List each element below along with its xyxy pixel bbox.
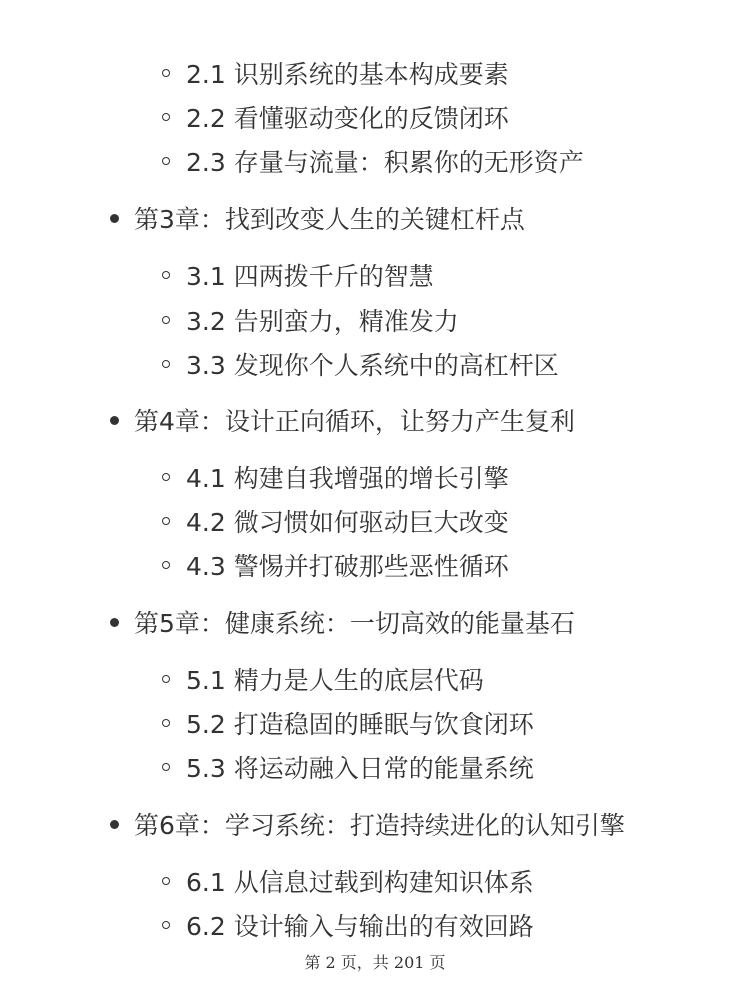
toc-subitem-text: 4.3 警惕并打破那些恶性循环 xyxy=(186,552,509,581)
hollow-bullet-icon xyxy=(162,675,170,683)
toc-subitem xyxy=(162,503,509,539)
hollow-bullet-icon xyxy=(162,360,170,368)
toc-subitem-text: 3.3 发现你个人系统中的高杠杆区 xyxy=(186,351,559,380)
solid-bullet-icon xyxy=(110,820,119,829)
toc-subitem xyxy=(162,459,509,495)
solid-bullet-icon xyxy=(110,618,119,627)
toc-subitem xyxy=(162,143,584,179)
toc-subitem xyxy=(162,661,484,697)
hollow-bullet-icon xyxy=(162,517,170,525)
toc-subitem-text: 4.2 微习惯如何驱动巨大改变 xyxy=(186,508,509,537)
hollow-bullet-icon xyxy=(162,719,170,727)
hollow-bullet-icon xyxy=(162,763,170,771)
toc-chapter-text: 第4章：设计正向循环，让努力产生复利 xyxy=(134,407,575,436)
solid-bullet-icon xyxy=(110,416,119,425)
hollow-bullet-icon xyxy=(162,921,170,929)
toc-subitem-text: 3.2 告别蛮力，精准发力 xyxy=(186,307,459,336)
toc-chapter xyxy=(110,806,625,842)
toc-chapter xyxy=(110,402,575,438)
toc-chapter xyxy=(110,200,525,236)
toc-subitem-text: 4.1 构建自我增强的增长引擎 xyxy=(186,464,509,493)
toc-subitem xyxy=(162,346,559,382)
toc-chapter xyxy=(110,604,575,640)
toc-subitem-text: 2.3 存量与流量：积累你的无形资产 xyxy=(186,148,584,177)
toc-subitem xyxy=(162,302,459,338)
toc-subitem xyxy=(162,257,434,293)
toc-subitem-text: 5.3 将运动融入日常的能量系统 xyxy=(186,754,534,783)
hollow-bullet-icon xyxy=(162,877,170,885)
hollow-bullet-icon xyxy=(162,69,170,77)
hollow-bullet-icon xyxy=(162,561,170,569)
solid-bullet-icon xyxy=(110,214,119,223)
toc-subitem-text: 3.1 四两拨千斤的智慧 xyxy=(186,262,434,291)
toc-subitem xyxy=(162,749,534,785)
hollow-bullet-icon xyxy=(162,157,170,165)
page-footer: 第 2 页，共 201 页 xyxy=(304,953,446,972)
toc-subitem xyxy=(162,863,534,899)
toc-subitem xyxy=(162,907,534,943)
toc-subitem-text: 6.2 设计输入与输出的有效回路 xyxy=(186,912,534,941)
toc-subitem xyxy=(162,99,509,135)
toc-subitem xyxy=(162,55,509,91)
toc-subitem-text: 6.1 从信息过载到构建知识体系 xyxy=(186,868,534,897)
toc-subitem-text: 5.2 打造稳固的睡眠与饮食闭环 xyxy=(186,710,534,739)
hollow-bullet-icon xyxy=(162,271,170,279)
toc-subitem-text: 5.1 精力是人生的底层代码 xyxy=(186,666,484,695)
toc-subitem xyxy=(162,547,509,583)
hollow-bullet-icon xyxy=(162,113,170,121)
toc-chapter-text: 第6章：学习系统：打造持续进化的认知引擎 xyxy=(134,811,625,840)
hollow-bullet-icon xyxy=(162,473,170,481)
toc-subitem-text: 2.1 识别系统的基本构成要素 xyxy=(186,60,509,89)
hollow-bullet-icon xyxy=(162,316,170,324)
toc-chapter-text: 第3章：找到改变人生的关键杠杆点 xyxy=(134,205,525,234)
toc-subitem-text: 2.2 看懂驱动变化的反馈闭环 xyxy=(186,104,509,133)
toc-chapter-text: 第5章：健康系统：一切高效的能量基石 xyxy=(134,609,575,638)
toc-subitem xyxy=(162,705,534,741)
